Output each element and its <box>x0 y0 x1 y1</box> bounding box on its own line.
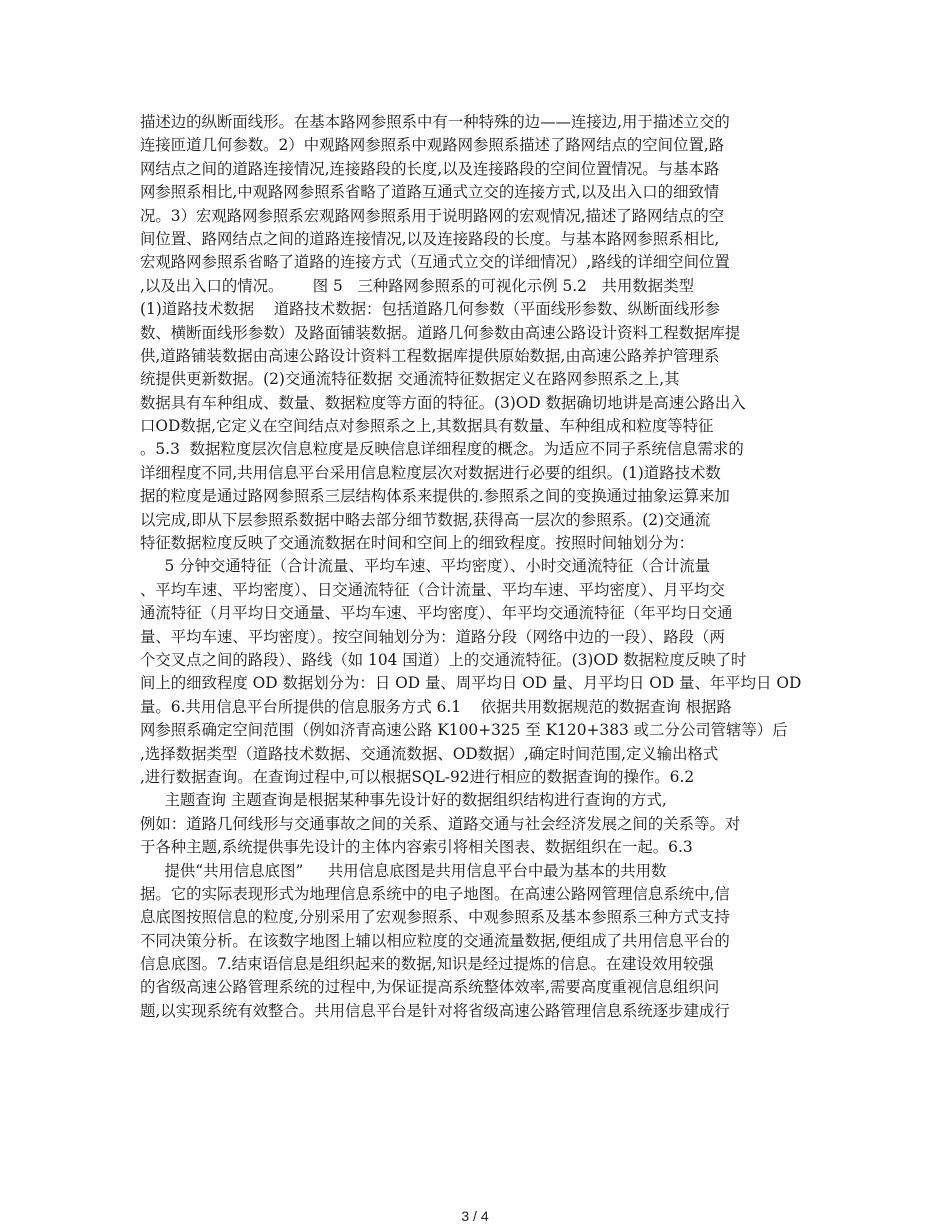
text-line: 于各种主题,系统提供事先设计的主体内容索引将相关图表、数据组织在一起。6.3 <box>140 838 693 857</box>
text-line: 息底图按照信息的粒度,分别采用了宏观参照系、中观参照系及基本参照系三种方式支持 <box>140 908 730 927</box>
text-line: 详细程度不同,共用信息平台采用信息粒度层次对数据进行必要的组织。(1)道路技术数 <box>140 463 721 482</box>
text-line: 。5.3 数据粒度层次信息粒度是反映信息详细程度的概念。为适应不同子系统信息需求的 <box>140 440 744 459</box>
text-line: 5 分钟交通特征（合计流量、平均车速、平均密度）、小时交通流特征（合计流量 <box>140 557 711 576</box>
text-line: (1)道路技术数据 道路技术数据：包括道路几何参数（平面线形参数、纵断面线形参 <box>140 300 721 319</box>
text-line: ,进行数据查询。在查询过程中,可以根据SQL-92进行相应的数据查询的操作。6.2 <box>140 767 695 786</box>
text-line: 不同决策分析。在该数字地图上辅以相应粒度的交通流量数据,便组成了共用信息平台的 <box>140 931 730 950</box>
text-line: 据。它的实际表现形式为地理信息系统中的电子地图。在高速公路网管理信息系统中,信 <box>140 884 730 903</box>
text-line: 通流特征（月平均日交通量、平均车速、平均密度）、年平均交通流特征（年平均日交通 <box>140 604 733 623</box>
text-line: 间位置、路网结点之间的道路连接情况,以及连接路段的长度。与基本路网参照系相比, <box>140 229 720 248</box>
text-line: ,以及出入口的情况。 图 5 三种路网参照系的可视化示例 5.2 共用数据类型 <box>140 276 694 295</box>
text-line: 描述边的纵断面线形。在基本路网参照系中有一种特殊的边——连接边,用于描述立交的 <box>140 113 730 131</box>
text-line: 间上的细致程度 OD 数据划分为：日 OD 量、周平均日 OD 量、月平均日 OD 量、年平均日 OD <box>140 674 802 693</box>
text-line: 主题查询 主题查询是根据某种事先设计好的数据组织结构进行查询的方式, <box>140 791 667 810</box>
text-line: 口OD数据,它定义在空间结点对参照系之上,其数据具有数量、车种组成和粒度等特征 <box>140 417 714 436</box>
text-line: 供,道路铺装数据由高速公路设计资料工程数据库提供原始数据,由高速公路养护管理系 <box>140 346 720 365</box>
text-line: 网参照系相比,中观路网参照系省略了道路互通式立交的连接方式,以及出入口的细致情 <box>140 183 720 202</box>
text-line: 信息底图。7.结束语信息是组织起来的数据,知识是经过提炼的信息。在建设效用较强 <box>140 955 714 974</box>
text-line: 统提供更新数据。(2)交通流特征数据 交通流特征数据定义在路网参照系之上,其 <box>140 370 680 389</box>
text-line: 据的粒度是通过路网参照系三层结构体系来提供的.参照系之间的变换通过抽象运算来加 <box>140 487 730 506</box>
text-line: 量、平均车速、平均密度）。按空间轴划分为：道路分段（网络中边的一段）、路段（两 <box>140 627 725 646</box>
text-line: 况。3）宏观路网参照系宏观路网参照系用于说明路网的宏观情况,描述了路网结点的空 <box>140 206 725 225</box>
text-line: 网结点之间的道路连接情况,连接路段的长度,以及连接路段的空间位置情况。与基本路 <box>140 159 720 178</box>
text-line: 、平均车速、平均密度）、日交通流特征（合计流量、平均车速、平均密度）、月平均交 <box>140 580 725 599</box>
text-line: 例如：道路几何线形与交通事故之间的关系、道路交通与社会经济发展之间的关系等。对 <box>140 814 741 833</box>
text-line: 特征数据粒度反映了交通流数据在时间和空间上的细致程度。按照时间轴划分为： <box>140 534 695 553</box>
text-line: 网参照系确定空间范围（例如济青高速公路 K100+325 至 K120+383 或二分公司管辖等）后 <box>140 721 788 740</box>
document-body <box>140 111 812 1023</box>
text-line: 个交叉点之间的路段）、路线（如 104 国道）上的交通流特征。(3)OD 数据粒度反映了时 <box>140 650 747 669</box>
text-line: 数据具有车种组成、数量、数据粒度等方面的特征。(3)OD 数据确切地讲是高速公路出入 <box>140 393 746 412</box>
text-line: 数、横断面线形参数）及路面铺装数据。道路几何参数由高速公路设计资料工程数据库提 <box>140 323 741 342</box>
text-line: ,选择数据类型（道路技术数据、交通流数据、OD数据）,确定时间范围,定义输出格式 <box>140 744 719 763</box>
text-line: 宏观路网参照系省略了道路的连接方式（互通式立交的详细情况）,路线的详细空间位置 <box>140 253 730 272</box>
text-line: 以完成,即从下层参照系数据中略去部分细节数据,获得高一层次的参照系。(2)交通流 <box>140 510 711 529</box>
page-number: 3 / 4 <box>461 1208 489 1224</box>
text-line: 连接匝道几何参数。2）中观路网参照系中观路网参照系描述了路网结点的空间位置,路 <box>140 136 725 155</box>
text-line: 的省级高速公路管理系统的过程中,为保证提高系统整体效率,需要高度重视信息组织问 <box>140 978 720 997</box>
text-line: 提供“共用信息底图” 共用信息底图是共用信息平台中最为基本的共用数 <box>140 861 667 880</box>
text-line: 题,以实现系统有效整合。共用信息平台是针对将省级高速公路管理信息系统逐步建成行 <box>140 1001 730 1020</box>
text-line: 量。6.共用信息平台所提供的信息服务方式 6.1 依据共用数据规范的数据查询 根据路 <box>140 697 732 716</box>
